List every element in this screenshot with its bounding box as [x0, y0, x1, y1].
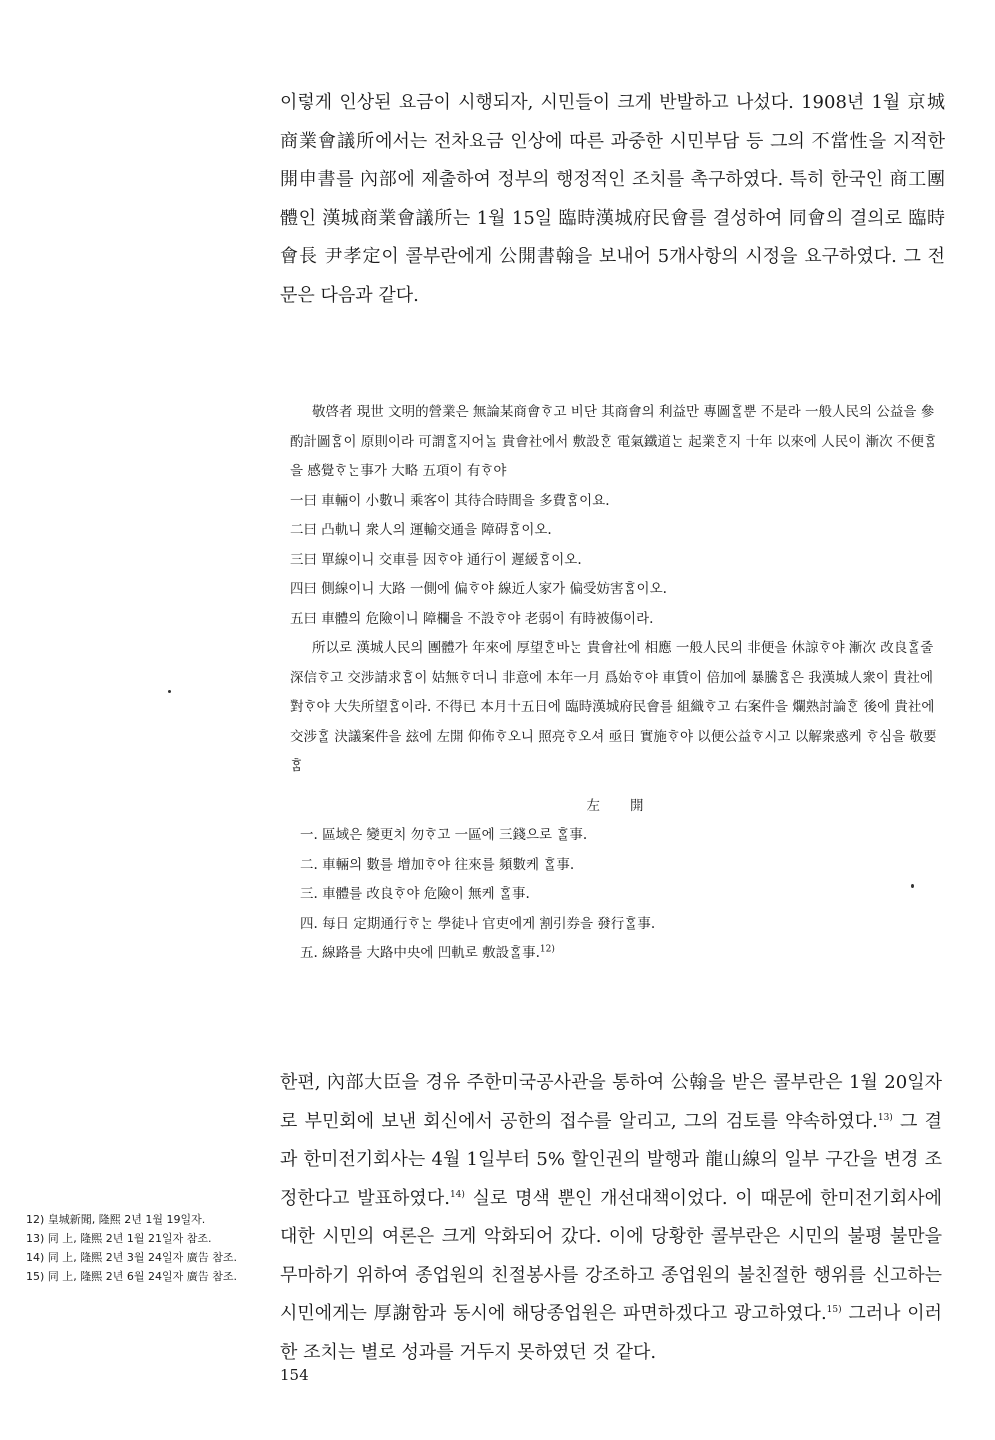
top-paragraph — [280, 84, 945, 315]
footnote: 13) 同 上, 隆熙 2년 1월 21일자 참조. — [26, 1232, 212, 1245]
top-paragraph-text: 이렇게 인상된 요금이 시행되자, 시민들이 크게 반발하고 나섰다. 1908년 1월 京城商業會議所에서는 전차요금 인상에 따른 과중한 시민부담 등 그의 不當性을 지적한 開申書를 內部에 제출하여 정부의 행정적인 조치를 촉구하였다. 특히 한국인 商工團體인 漢城商業會議所는 1월 15일 臨時漢城府民會를 결성하여 同會의 결의로 臨時會長 尹孝定이 콜부란에게 公開書翰을 보내어 5개사항의 시정을 요구하였다. 그 전문은 다음과 같다. — [280, 92, 945, 306]
demand-item-text: 五. 線路를 大路中央에 凹軌로 敷設ᄒᆞᆯ事. — [300, 945, 540, 961]
footnote-ref: 12) — [539, 944, 555, 955]
quote-item: 三曰 單線이니 交車를 因ᄒᆞ야 通行이 遲緩ᄒᆞᆷ이오. — [290, 551, 582, 568]
footnotes — [26, 1210, 266, 1286]
quote-intro: 敬啓者 現世 文明的營業은 無論某商會ᄒᆞ고 비단 其商會의 利益만 專圖ᄒᆞᆯ뿐 不是라 一般人民의 公益을 參酌計圖ᄒᆞᆷ이 原則이라 可謂ᄒᆞᆯ지어ᄂᆞᆯ 貴會社에서 敷設ᄒᆞᆫ 電氣鐵道ᄂᆞᆫ 起業ᄒᆞᆫ지 十年 以來에 人民이 漸次 不便ᄒᆞᆷ을 感覺ᄒᆞᄂᆞᆫ事가 大略 五項이 有ᄒᆞ야 — [290, 404, 937, 479]
quote-body: 所以로 漢城人民의 團體가 年來에 厚望ᄒᆞᆫ바ᄂᆞᆫ 貴會社에 相應 一般人民의 非便을 休諒ᄒᆞ야 漸次 改良ᄒᆞᆯ줄 深信ᄒᆞ고 交涉請求ᄒᆞᆷ이 姑無ᄒᆞ더니 非意에 本年一月 爲始ᄒᆞ야 車賃이 倍加에 暴騰ᄒᆞᆷ은 我漢城人衆이 貴社에 對ᄒᆞ야 大失所望ᄒᆞᆷ이라. 不得已 本月十五日에 臨時漢城府民會를 組織ᄒᆞ고 右案件을 爛熟討論ᄒᆞᆫ 後에 貴社에 交涉ᄒᆞᆯ 決議案件을 玆에 左開 仰佈ᄒᆞ오니 照亮ᄒᆞ오셔 亟日 實施ᄒᆞ야 以便公益ᄒᆞ시고 以解衆惑케 ᄒᆞ심을 敬要ᄒᆞᆷ — [290, 640, 937, 774]
bottom-text-part: 실로 명색 뿐인 개선대책이었다. 이 때문에 한미전기회사에 대한 시민의 여론은 크게 악화되어 갔다. 이에 당황한 콜부란은 시민의 불평 불만을 무마하기 위하여 종업원의 친절봉사를 강조하고 종업원의 불친절한 행위를 신고하는 시민에게는 厚謝함과 동시에 해당종업원은 파면하겠다고 광고하였다. — [280, 1187, 942, 1324]
bottom-paragraph — [280, 1064, 942, 1372]
demand-item-last — [300, 939, 940, 969]
scan-speck — [168, 690, 171, 693]
bottom-paragraph-text — [280, 1064, 942, 1372]
scan-speck — [911, 884, 914, 888]
footnote: 12) 皇城新聞, 隆熙 2년 1월 19일자. — [26, 1213, 206, 1226]
footnote: 14) 同 上, 隆熙 2년 3월 24일자 廣告 참조. — [26, 1251, 238, 1264]
demand-item: 一. 區域은 變更치 勿ᄒᆞ고 一區에 三錢으로 ᄒᆞᆯ事. — [300, 827, 588, 843]
footnote-ref: 14) — [449, 1189, 465, 1200]
quote-item: 二曰 凸軌니 衆人의 運輸交通을 障碍ᄒᆞᆷ이오. — [290, 522, 552, 538]
demand-item: 四. 每日 定期通行ᄒᆞᄂᆞᆫ 學徒나 官吏에게 割引券을 發行ᄒᆞᆯ事. — [300, 915, 656, 932]
bottom-text-part: 그러나 이러한 조치는 별로 성과를 거두지 못하였던 것 같다. — [280, 1303, 942, 1363]
quote-item: 五曰 車體의 危險이니 障欄을 不設ᄒᆞ야 老弱이 有時被傷이라. — [290, 610, 654, 627]
quote-item: 一曰 車輛이 小數니 乘客이 其待合時間을 多費ᄒᆞᆷ이요. — [290, 492, 610, 509]
quoted-letter — [290, 398, 940, 969]
quote-heading: 左開 — [586, 797, 674, 814]
footnote-ref: 13) — [877, 1112, 893, 1123]
bottom-text-part: 그 결과 한미전기회사는 4월 1일부터 5% 할인권의 발행과 龍山線의 일부 구간을 변경 조정한다고 발표하였다. — [280, 1110, 942, 1209]
demand-item: 二. 車輛의 數를 增加ᄒᆞ야 往來를 頻數케 ᄒᆞᆯ事. — [300, 856, 575, 873]
footnote-ref: 15) — [826, 1305, 842, 1315]
bottom-text-part: 한편, 內部大臣을 경유 주한미국공사관을 통하여 公翰을 받은 콜부란은 1월 20일자로 부민회에 보낸 회신에서 공한의 접수를 알리고, 그의 검토를 약속하였다. — [280, 1072, 942, 1132]
demand-item: 三. 車體를 改良ᄒᆞ야 危險이 無케 ᄒᆞᆯ事. — [300, 886, 530, 902]
quote-item: 四曰 側線이니 大路 一側에 偏ᄒᆞ야 線近人家가 偏受妨害ᄒᆞᆷ이오. — [290, 581, 667, 597]
footnote: 15) 同 上, 隆熙 2년 6월 24일자 廣告 참조. — [26, 1270, 238, 1283]
page-number: 154 — [280, 1366, 309, 1384]
